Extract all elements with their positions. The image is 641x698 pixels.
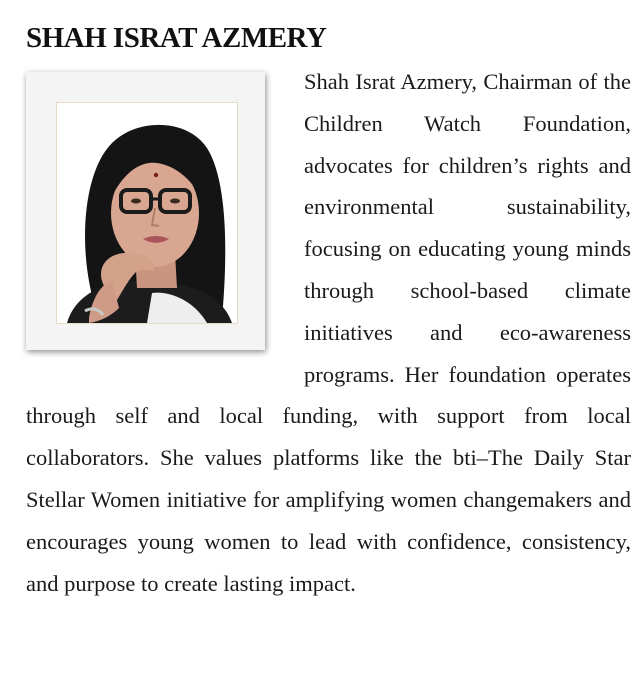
image-float-spacer — [26, 61, 304, 394]
bio-text-block — [26, 61, 631, 604]
article — [26, 0, 631, 698]
person-name-heading: SHAH ISRAT AZMERY — [26, 22, 327, 54]
bio-text: Shah Israt Azmery, Chairman of the Children Watch Foundation, advocates for children’s rights and environmental sustainability, focusing on educating young minds through school-based climate initiatives and eco-awareness programs. Her foundation operates through self and local funding, with support from local collaborators. She values platforms like the bti–The Daily Star Stellar Women initiative for amplifying women changemakers and encourages young women to lead with confidence, consistency, and purpose to create lasting impact. — [26, 69, 631, 596]
